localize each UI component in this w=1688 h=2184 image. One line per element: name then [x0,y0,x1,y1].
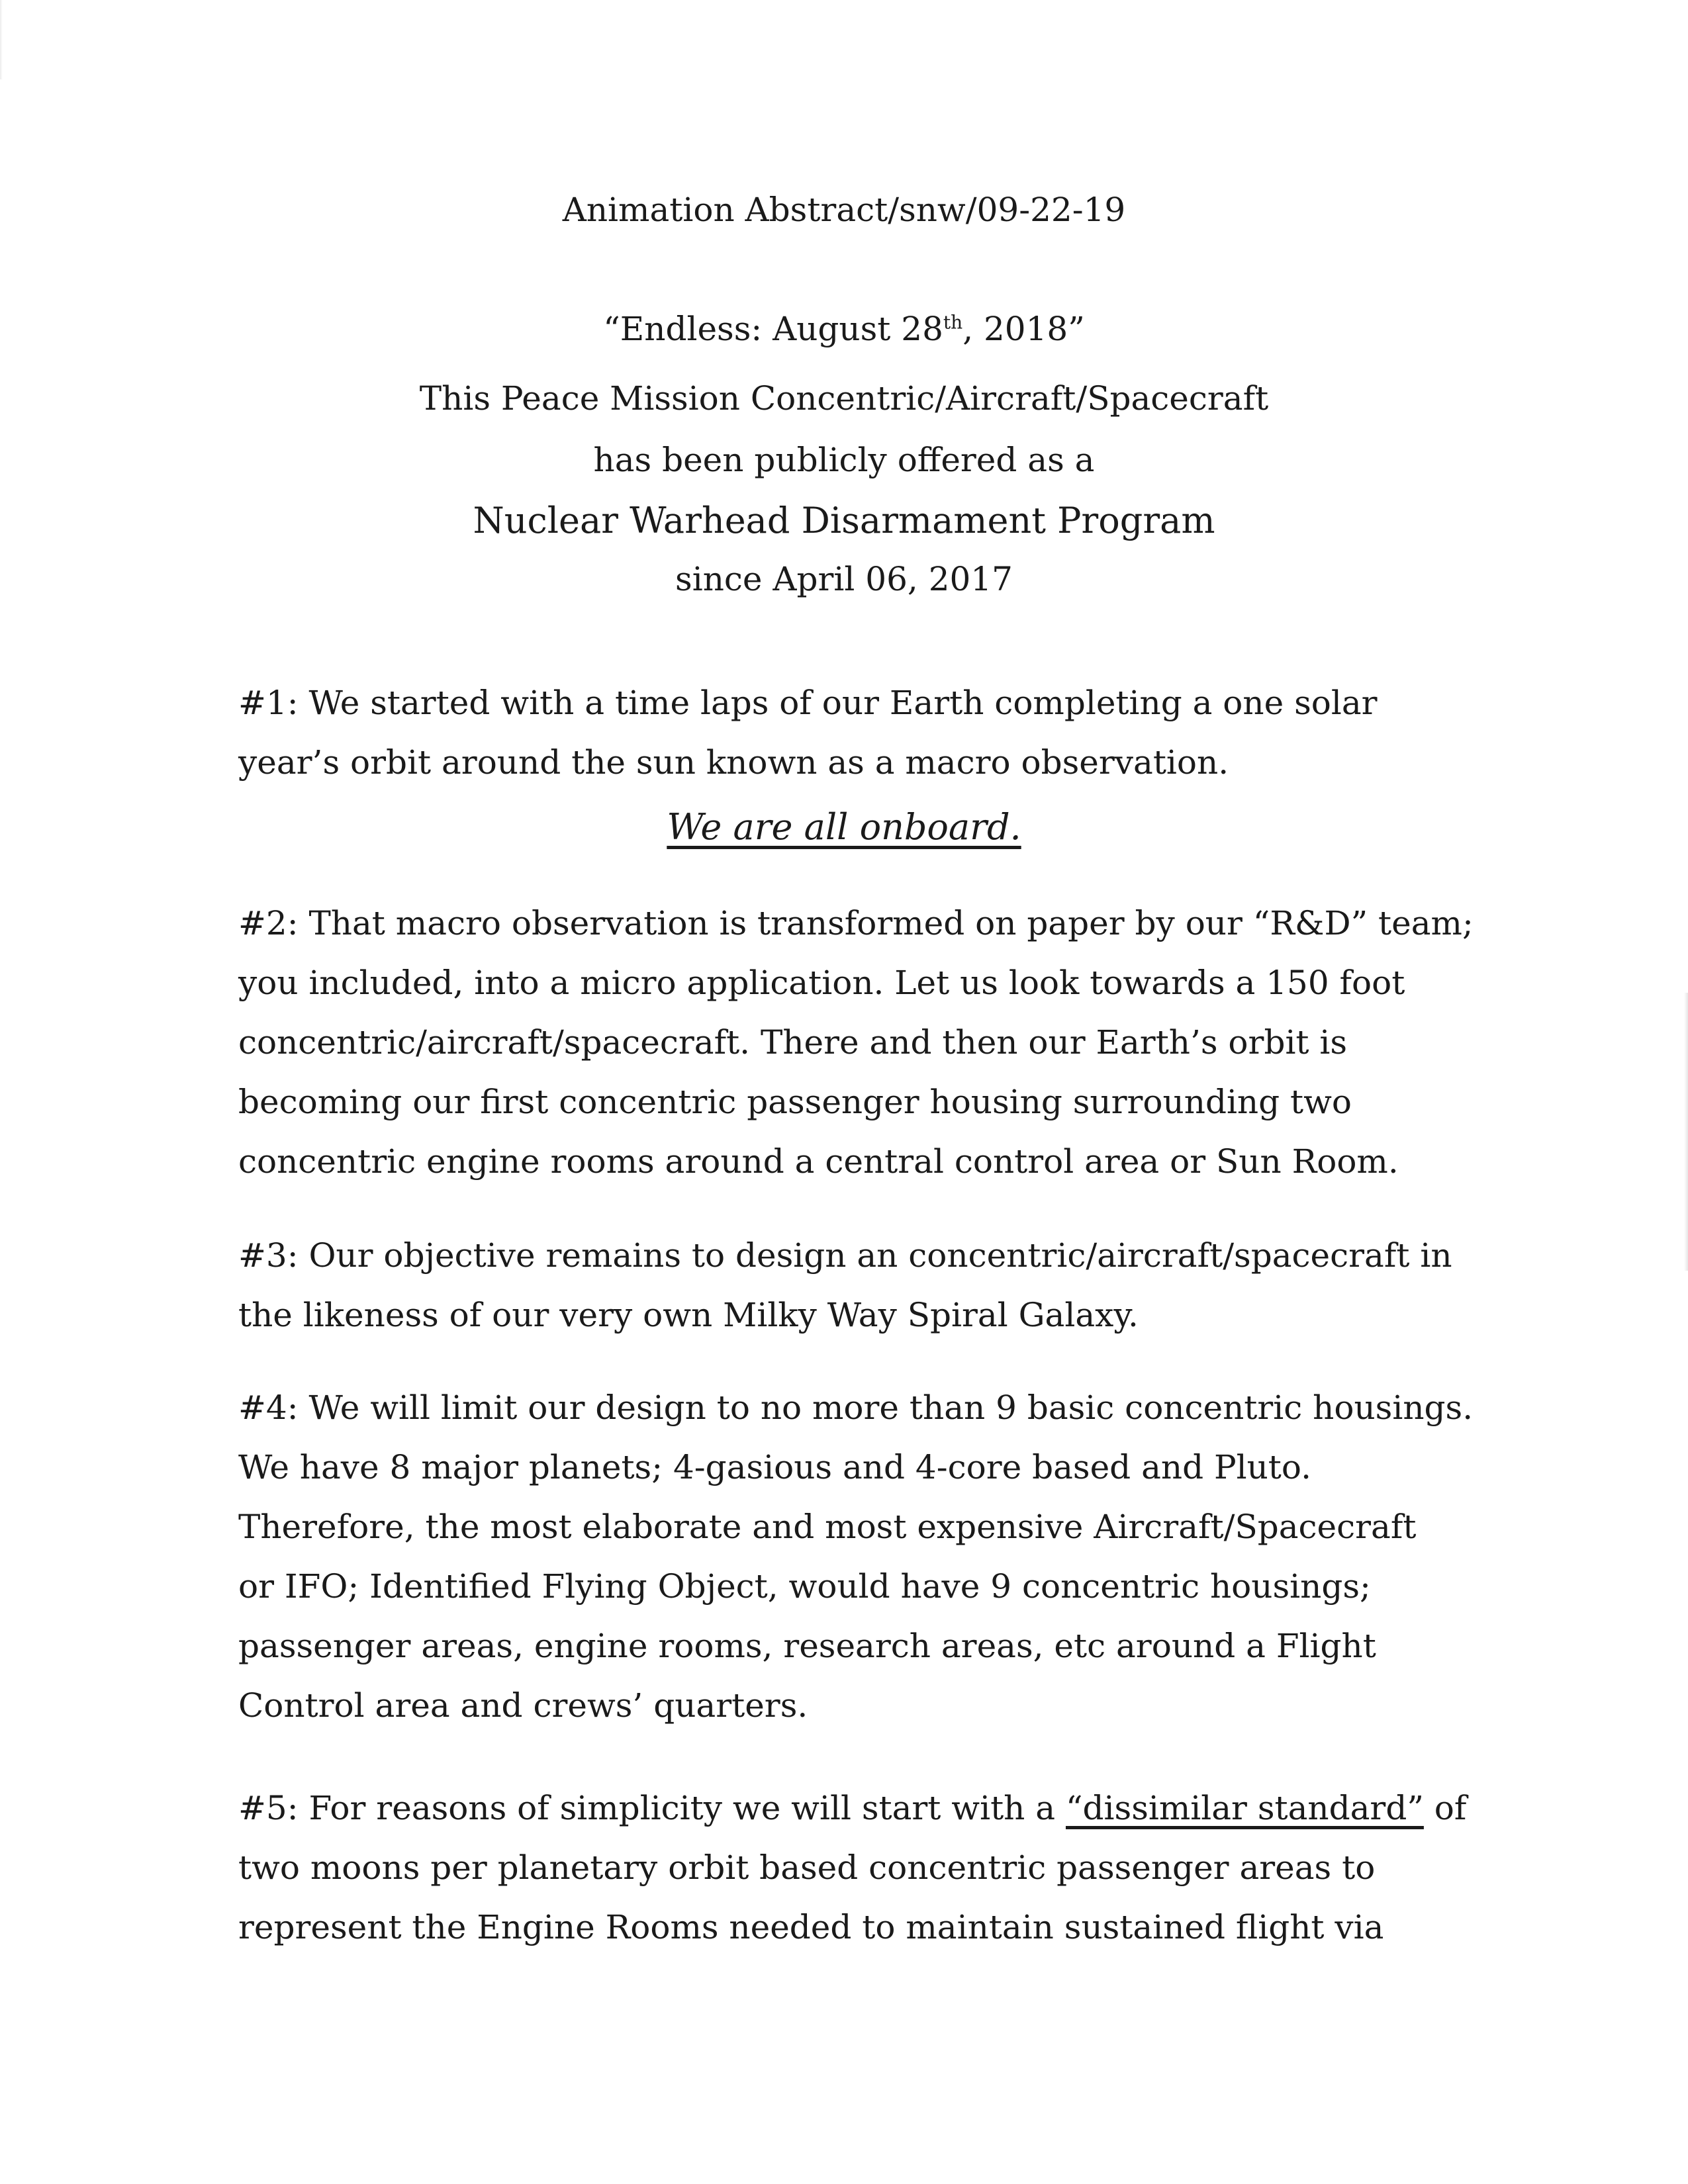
since-line: since April 06, 2017 [675,560,1013,598]
p3-line2: the likeness of our very own Milky Way Spiral Galaxy. [238,1296,1139,1334]
p4-line1: #4: We will limit our design to no more than 9 basic concentric housings. [238,1388,1474,1427]
p5-line1-suffix: of [1423,1789,1467,1827]
p2-line2: you included, into a micro application. Let us look towards a 150 foot [238,964,1405,1002]
title-prefix: “Endless: August 28 [603,310,943,348]
p4-line2: We have 8 major planets; 4-gasious and 4-core based and Pluto. [238,1448,1312,1486]
title-superscript: th [943,311,963,334]
p5-line1-prefix: #5: For reasons of simplicity we will start with a [238,1789,1066,1827]
scan-edge-left [0,0,3,79]
scan-edge-right [1684,993,1688,1271]
p4-line4: or IFO; Identified Flying Object, would have 9 concentric housings; [238,1567,1371,1606]
p5-line3: represent the Engine Rooms needed to maintain sustained flight via [238,1908,1384,1946]
title-suffix: , 2018” [962,310,1085,348]
p1-line2: year’s orbit around the sun known as a macro observation. [238,743,1229,782]
motto-text: We are all onboard. [667,806,1021,848]
p3-line1: #3: Our objective remains to design an concentric/aircraft/spacecraft in [238,1236,1452,1275]
p4-line3: Therefore, the most elaborate and most expensive Aircraft/Spacecraft [238,1508,1417,1546]
mission-line: This Peace Mission Concentric/Aircraft/Spacecraft [419,379,1269,418]
p5-line1 [238,1790,1466,1827]
p5-line2: two moons per planetary orbit based concentric passenger areas to [238,1848,1376,1887]
p2-line5: concentric engine rooms around a central control area or Sun Room. [238,1142,1399,1181]
p2-line3: concentric/aircraft/spacecraft. There and then our Earth’s orbit is [238,1023,1348,1062]
p4-line5: passenger areas, engine rooms, research areas, etc around a Flight [238,1627,1376,1665]
offered-line: has been publicly offered as a [593,441,1095,479]
p1-line1: #1: We started with a time laps of our Earth completing a one solar [238,684,1378,722]
program-title: Nuclear Warhead Disarmament Program [473,500,1215,541]
p2-line4: becoming our first concentric passenger housing surrounding two [238,1083,1352,1121]
motto [0,806,1688,848]
abstract-line: Animation Abstract/snw/09-22-19 [562,191,1126,229]
p2-line1: #2: That macro observation is transformed on paper by our “R&D” team; [238,904,1474,942]
dissimilar-standard-phrase: “dissimilar standard” [1065,1789,1424,1827]
title-line [0,311,1688,347]
p4-line6: Control area and crews’ quarters. [238,1686,808,1725]
